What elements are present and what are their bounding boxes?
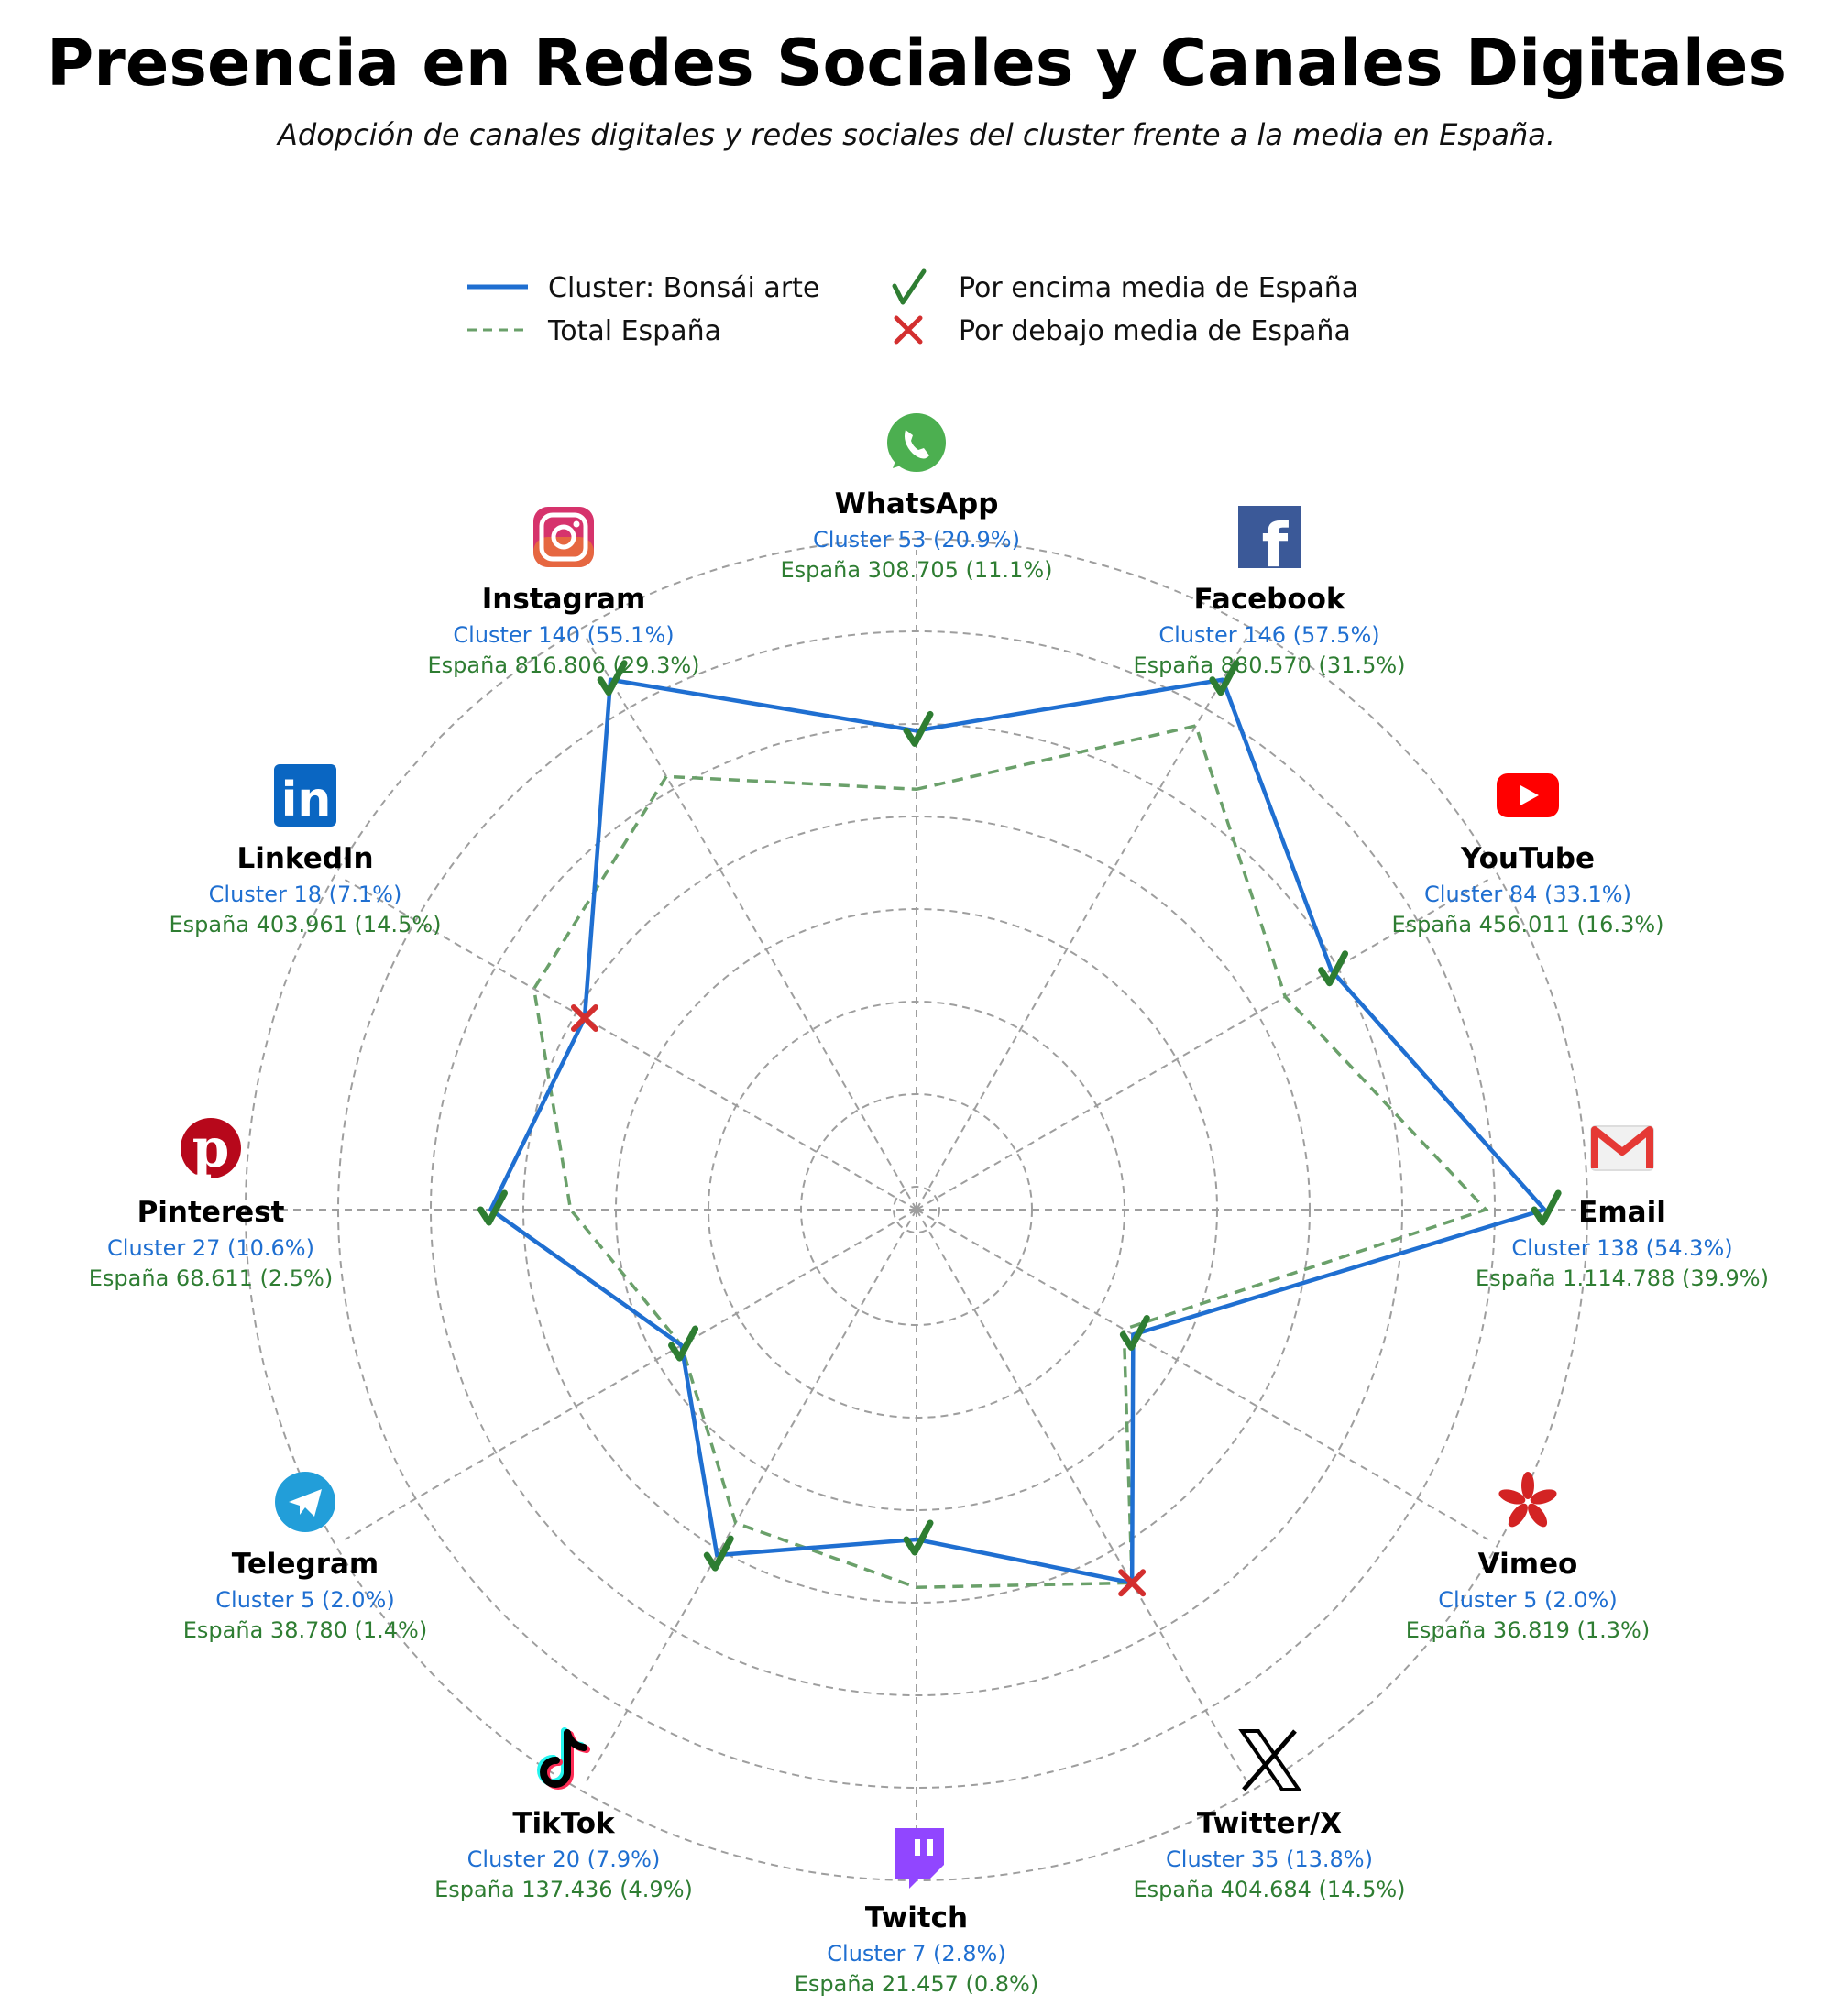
- spain-label-pinterest: España 68.611 (2.5%): [88, 1265, 334, 1291]
- svg-text:p: p: [192, 1117, 230, 1179]
- cluster-label-email: Cluster 138 (54.3%): [1511, 1235, 1733, 1261]
- axis-label-twitter-x: Twitter/X: [1196, 1807, 1343, 1840]
- spoke-twitter-x: [916, 1210, 1246, 1781]
- cluster-label-facebook: Cluster 146 (57.5%): [1158, 622, 1380, 648]
- spain-label-email: España 1.114.788 (39.9%): [1476, 1265, 1769, 1291]
- telegram-icon: [275, 1472, 335, 1532]
- axis-label-facebook: Facebook: [1193, 583, 1345, 616]
- axis-label-pinterest: Pinterest: [137, 1196, 285, 1229]
- facebook-icon: [1238, 506, 1301, 581]
- spain-label-facebook: España 880.570 (31.5%): [1133, 652, 1406, 678]
- spain-label-vimeo: España 36.819 (1.3%): [1405, 1617, 1651, 1643]
- cluster-label-twitch: Cluster 7 (2.8%): [827, 1941, 1006, 1967]
- cluster-label-tiktok: Cluster 20 (7.9%): [466, 1846, 661, 1872]
- axis-label-twitch: Twitch: [864, 1901, 969, 1934]
- spoke-telegram: [345, 1210, 916, 1539]
- cluster-label-instagram: Cluster 140 (55.1%): [453, 622, 675, 648]
- spain-label-youtube: España 456.011 (16.3%): [1391, 912, 1664, 937]
- linkedin-icon: [274, 764, 336, 827]
- cluster-label-vimeo: Cluster 5 (2.0%): [1438, 1587, 1618, 1613]
- axis-label-vimeo: Vimeo: [1477, 1548, 1578, 1581]
- cluster-label-youtube: Cluster 84 (33.1%): [1424, 882, 1631, 907]
- axis-label-telegram: Telegram: [231, 1548, 379, 1581]
- spain-label-whatsapp: España 308.705 (11.1%): [780, 557, 1053, 583]
- svg-text:in: in: [280, 772, 332, 827]
- legend-cross-icon: [896, 318, 920, 342]
- legend-above-label: Por encima media de España: [959, 272, 1359, 304]
- twitter-x-icon: [1242, 1731, 1299, 1790]
- check-marker-twitch: [906, 1523, 930, 1552]
- legend-below-label: Por debajo media de España: [959, 315, 1351, 347]
- legend-spain-label: Total España: [548, 315, 722, 347]
- pinterest-icon: [181, 1117, 241, 1179]
- tiktok-icon: [541, 1731, 587, 1786]
- instagram-icon: [533, 507, 594, 567]
- axis-label-whatsapp: WhatsApp: [834, 488, 999, 520]
- chart-subtitle: Adopción de canales digitales y redes sociales del cluster frente a la media en España.: [277, 117, 1555, 152]
- check-marker-email: [1534, 1193, 1558, 1222]
- youtube-icon: [1497, 773, 1559, 817]
- spoke-vimeo: [916, 1210, 1488, 1539]
- spain-label-twitter-x: España 404.684 (14.5%): [1133, 1877, 1406, 1902]
- spain-label-instagram: España 816.806 (29.3%): [427, 652, 700, 678]
- chart-title: Presencia en Redes Sociales y Canales Digitales: [47, 26, 1786, 101]
- axis-label-tiktok: TikTok: [512, 1807, 615, 1840]
- spain-label-telegram: España 38.780 (1.4%): [182, 1617, 428, 1643]
- cluster-label-pinterest: Cluster 27 (10.6%): [107, 1235, 314, 1261]
- legend: [467, 271, 1358, 347]
- check-marker-telegram: [672, 1329, 696, 1358]
- cluster-label-linkedin: Cluster 18 (7.1%): [208, 882, 402, 907]
- cluster-label-whatsapp: Cluster 53 (20.9%): [813, 527, 1020, 553]
- legend-check-icon: [895, 271, 924, 302]
- axis-label-email: Email: [1578, 1196, 1666, 1229]
- axis-label-linkedin: LinkedIn: [236, 842, 374, 875]
- spain-label-twitch: España 21.457 (0.8%): [794, 1971, 1039, 1997]
- email-icon: [1591, 1126, 1653, 1170]
- whatsapp-icon: [887, 413, 946, 472]
- status-markers: [480, 663, 1558, 1594]
- spain-label-linkedin: España 403.961 (14.5%): [169, 912, 442, 937]
- radar-series: [490, 680, 1544, 1588]
- cluster-label-twitter-x: Cluster 35 (13.8%): [1166, 1846, 1373, 1872]
- vimeo-icon: [1497, 1472, 1558, 1530]
- spoke-tiktok: [587, 1210, 916, 1781]
- svg-text:f: f: [1261, 510, 1289, 581]
- axis-label-youtube: YouTube: [1461, 842, 1595, 875]
- series-cluster: [490, 680, 1544, 1583]
- cluster-label-telegram: Cluster 5 (2.0%): [215, 1587, 395, 1613]
- legend-cluster-label: Cluster: Bonsái arte: [548, 272, 820, 304]
- axis-label-instagram: Instagram: [481, 583, 646, 616]
- spain-label-tiktok: España 137.436 (4.9%): [434, 1877, 693, 1902]
